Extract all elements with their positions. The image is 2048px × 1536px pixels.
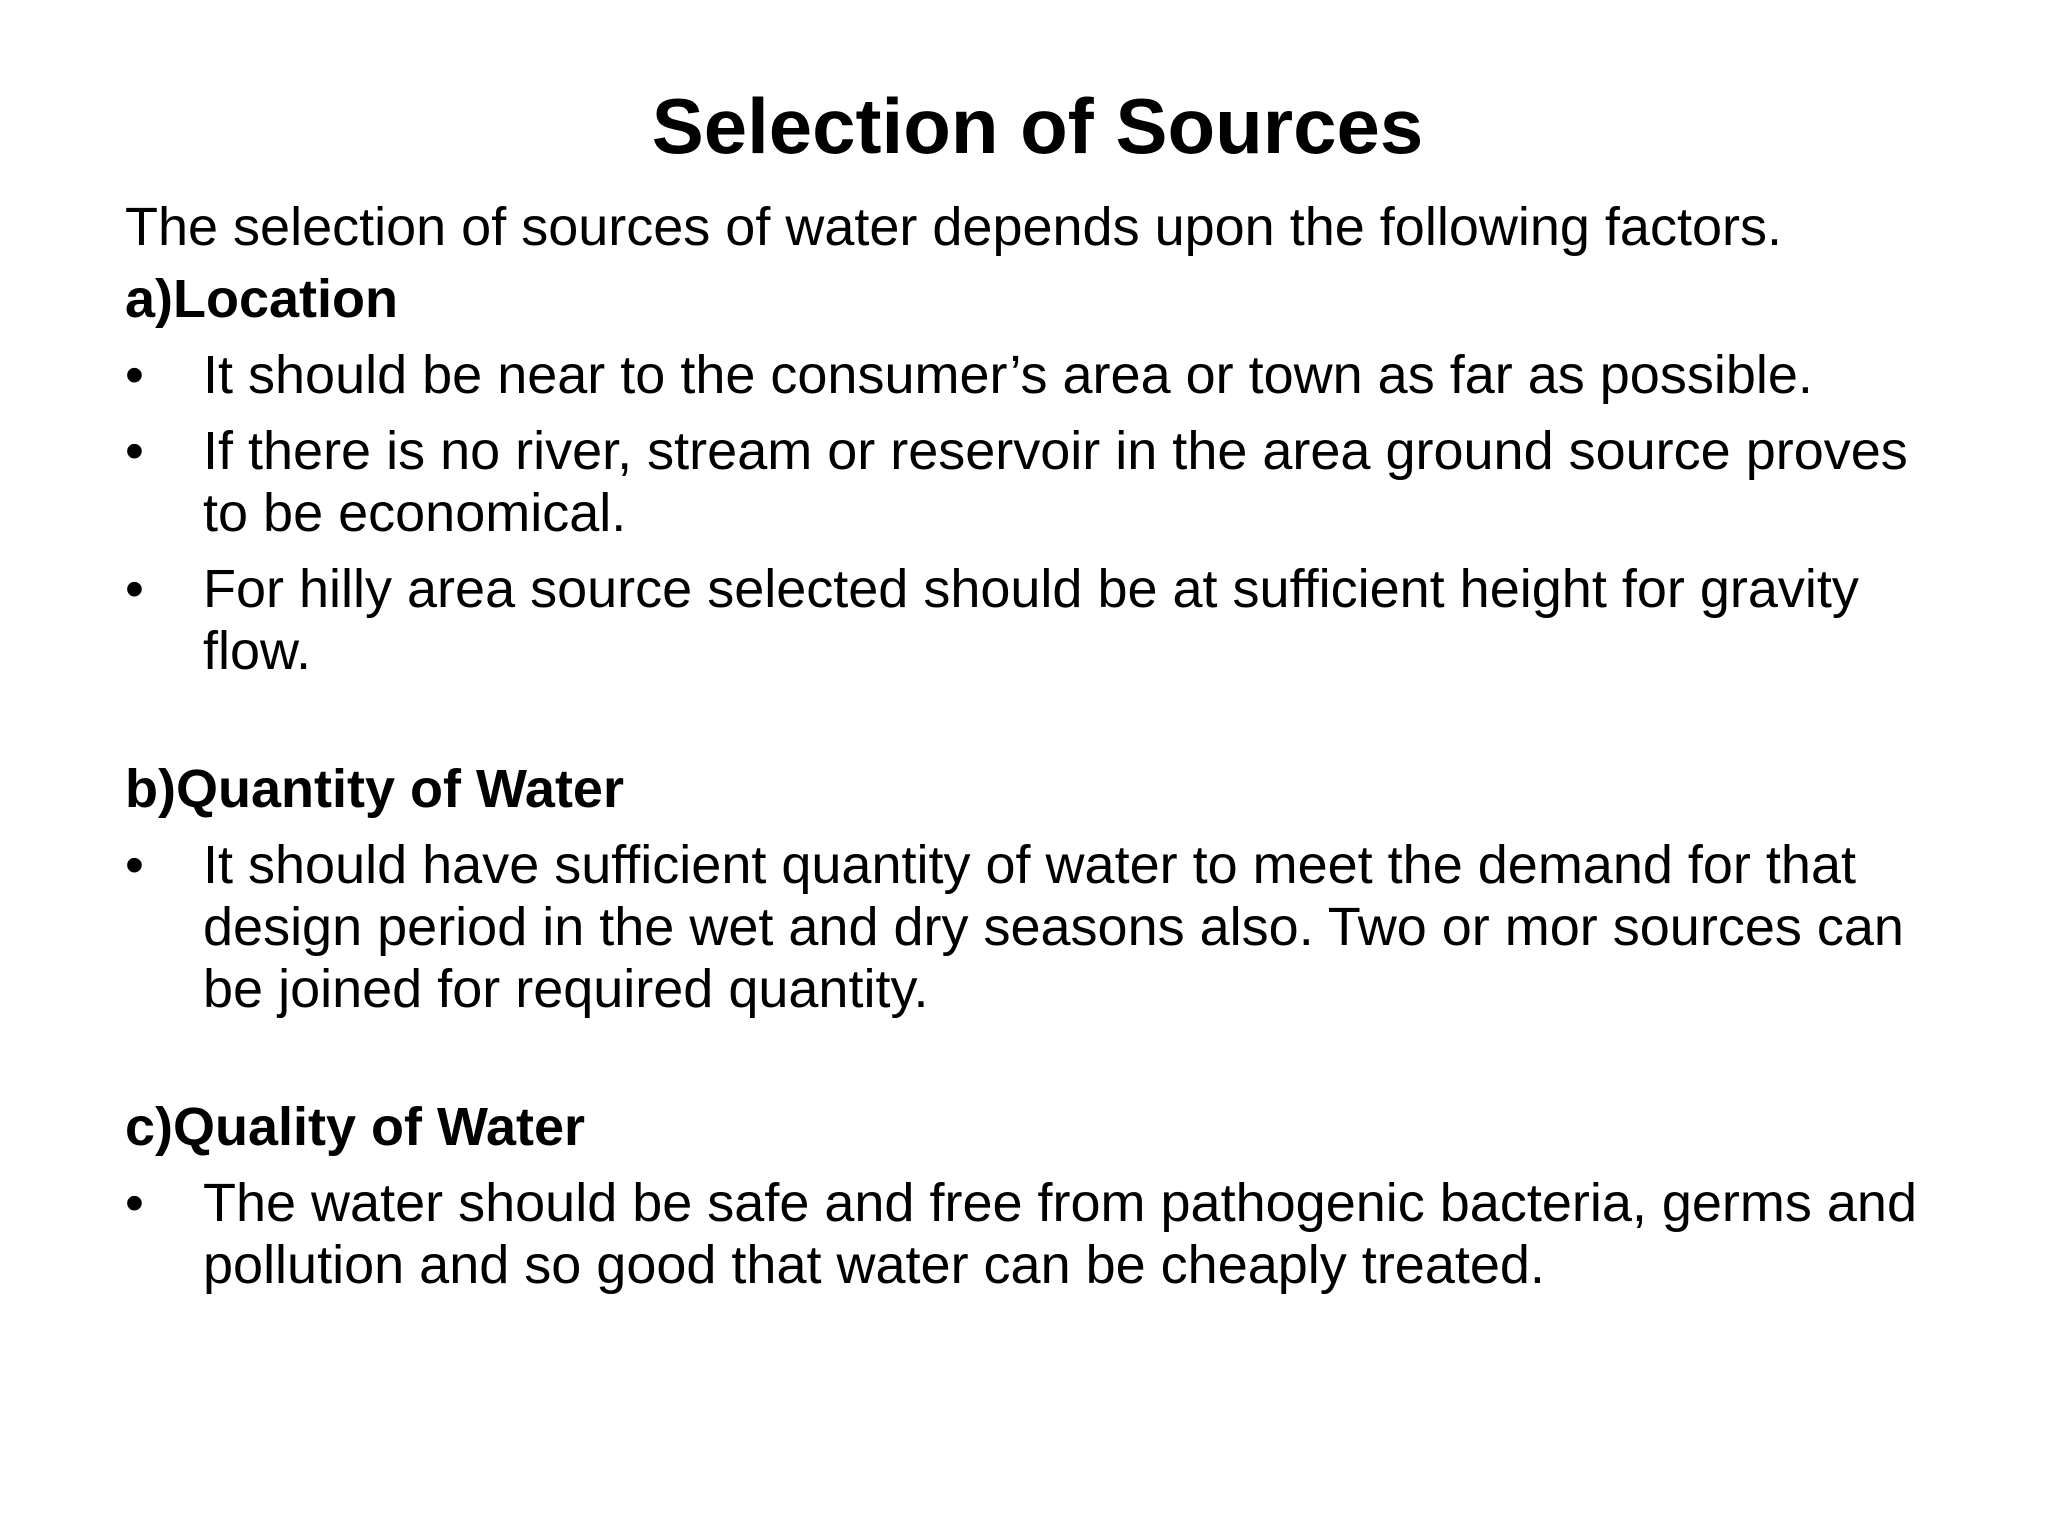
bullet-list xyxy=(125,1172,1955,1296)
spacer xyxy=(125,696,1955,758)
section-quantity xyxy=(125,758,1955,1020)
bullet-text: For hilly area source selected should be at sufficient height for gravity flow. xyxy=(203,559,1859,681)
bullet-icon: • xyxy=(125,1173,144,1233)
bullet-icon: • xyxy=(125,835,144,895)
section-heading: b)Quantity of Water xyxy=(125,759,624,819)
bullet-text: The water should be safe and free from pathogenic bacteria, germs and pollution and so good that water can be cheaply treated. xyxy=(203,1173,1917,1295)
section-heading: a)Location xyxy=(125,269,399,329)
bullet-text: If there is no river, stream or reservoir in the area ground source proves to be economical. xyxy=(203,421,1908,543)
bullet-text: It should have sufficient quantity of water to meet the demand for that design period in the wet and dry seasons also. Two or mor sources can be joined for required quantity. xyxy=(203,835,1904,1019)
bullet-item xyxy=(125,1172,1955,1296)
bullet-icon: • xyxy=(125,559,144,619)
bullet-list xyxy=(125,834,1955,1020)
slide-title: Selection of Sources xyxy=(651,82,1424,170)
bullet-item xyxy=(125,834,1963,1020)
bullet-item xyxy=(125,344,1955,406)
bullet-text: It should be near to the consumer’s area or town as far as possible. xyxy=(203,345,1813,405)
intro-text: The selection of sources of water depends upon the following factors. xyxy=(125,197,1782,257)
bullet-item xyxy=(125,420,1923,544)
slide-body xyxy=(125,196,1955,1310)
bullet-icon: • xyxy=(125,421,144,481)
spacer xyxy=(125,1034,1955,1096)
bullet-icon: • xyxy=(125,345,144,405)
bullet-item xyxy=(125,558,1923,682)
section-heading: c)Quality of Water xyxy=(125,1097,586,1157)
section-location xyxy=(125,268,1955,682)
bullet-list xyxy=(125,344,1955,682)
section-quality xyxy=(125,1096,1955,1296)
